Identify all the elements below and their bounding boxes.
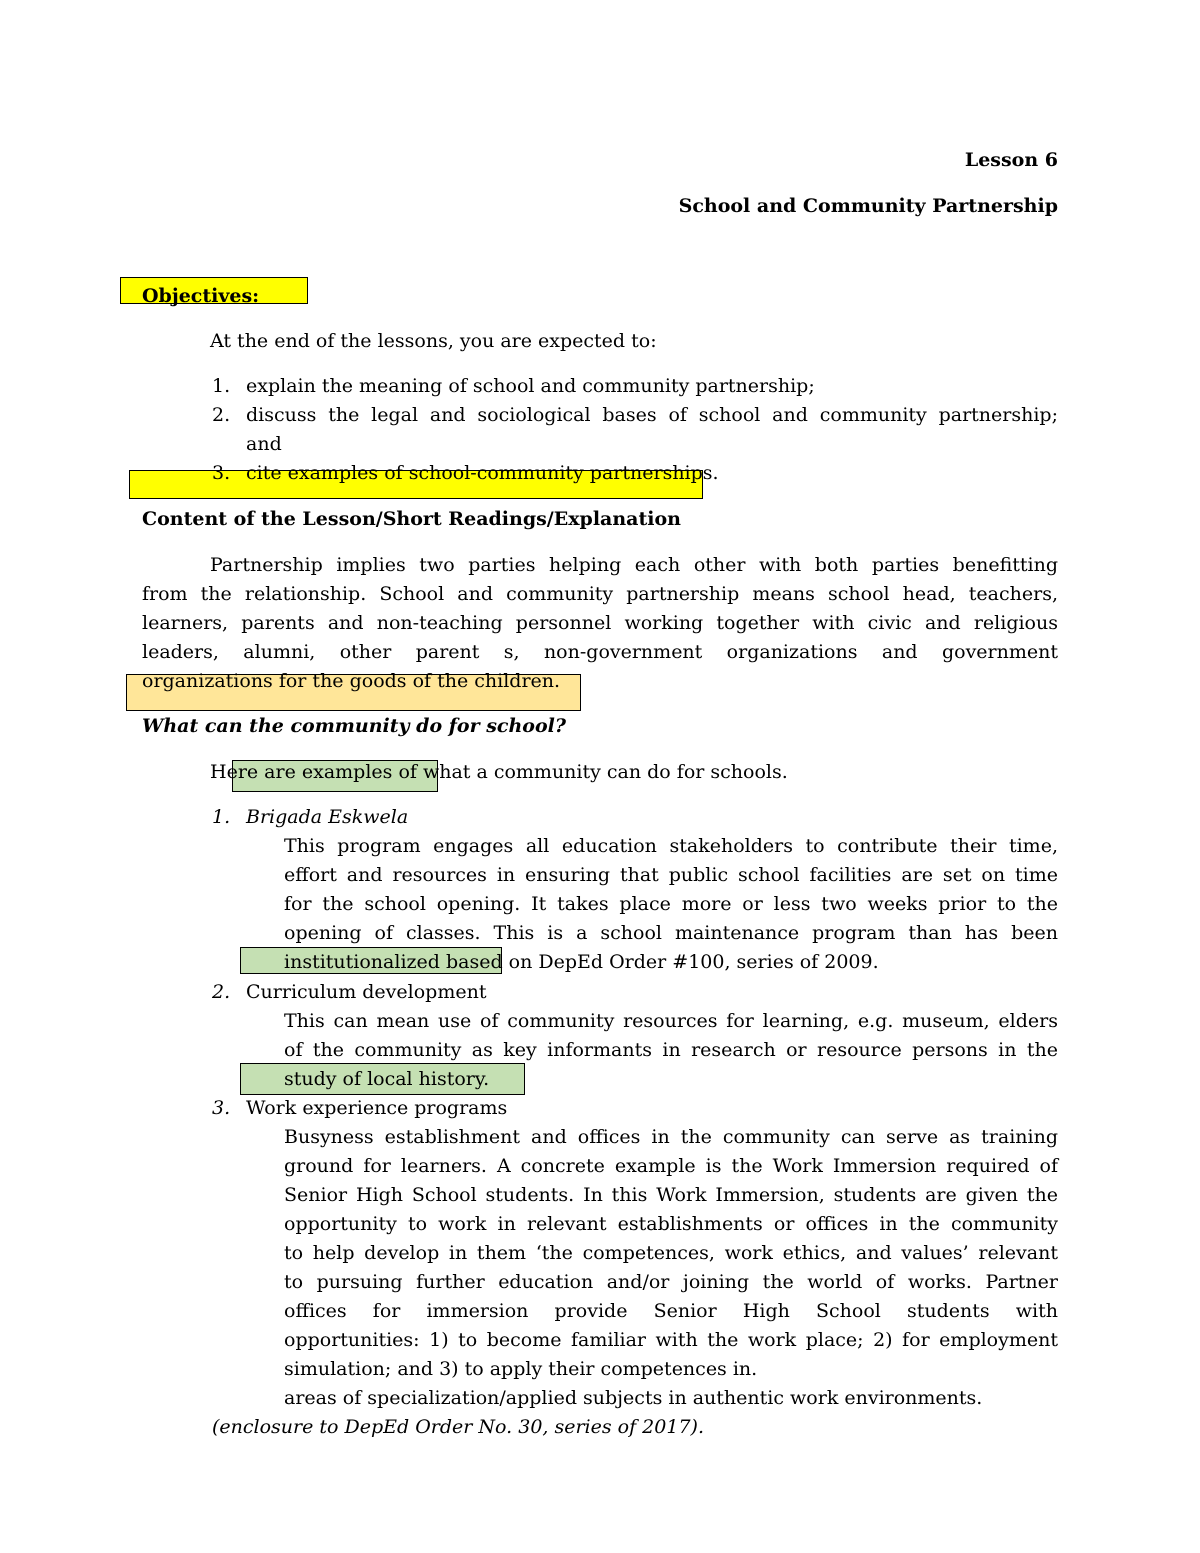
paragraph-line: learners, parents and non-teaching personnel working together with civic and religious: [142, 612, 1058, 634]
example-line: of the community as key informants in research or resource persons in the: [284, 1039, 1058, 1061]
objective-item-continued: and: [246, 433, 282, 455]
example-number: 1.: [212, 806, 231, 828]
example-line: Senior High School students. In this Work Immersion, students are given the: [284, 1184, 1058, 1206]
objectives-intro: At the end of the lessons, you are expected to:: [210, 330, 657, 352]
paragraph-line: from the relationship. School and community partnership means school head, teachers,: [142, 583, 1058, 605]
community-intro: Here are examples of what a community can do for schools.: [210, 761, 788, 783]
objectives-heading: Objectives:: [142, 285, 260, 307]
example-number: 2.: [212, 981, 231, 1003]
example-line: study of local history.: [284, 1068, 490, 1090]
objective-item: discuss the legal and sociological bases of school and community partnership;: [246, 404, 1058, 426]
example-line: simulation; and 3) to apply their competences in.: [284, 1358, 758, 1380]
objective-item: explain the meaning of school and community partnership;: [246, 375, 815, 397]
example-line: This program engages all education stakeholders to contribute their time,: [284, 835, 1058, 857]
paragraph-line: organizations for the goods of the children.: [142, 670, 561, 692]
example-line: offices for immersion provide Senior High School students with: [284, 1300, 1058, 1322]
example-title: Work experience programs: [246, 1097, 508, 1119]
paragraph-line: leaders, alumni, other parent s, non-government organizations and government: [142, 641, 1058, 663]
example-line: institutionalized based on DepEd Order #100, series of 2009.: [284, 951, 879, 973]
example-line: opportunity to work in relevant establishments or offices in the community: [284, 1213, 1058, 1235]
objective-number: 1.: [212, 375, 231, 397]
objective-number: 3.: [212, 462, 231, 484]
community-question: What can the community do for school?: [142, 715, 567, 737]
example-line: This can mean use of community resources for learning, e.g. museum, elders: [284, 1010, 1058, 1032]
example-number: 3.: [212, 1097, 231, 1119]
example-title: Curriculum development: [246, 981, 487, 1003]
example-line: to pursuing further education and/or joining the world of works. Partner: [284, 1271, 1058, 1293]
example-line: to help develop in them ‘the competences, work ethics, and values’ relevant: [284, 1242, 1058, 1264]
lesson-title: School and Community Partnership: [678, 195, 1058, 217]
example-line: Busyness establishment and offices in the community can serve as training: [284, 1126, 1058, 1148]
example-line: for the school opening. It takes place more or less two weeks prior to the: [284, 893, 1058, 915]
example-title: Brigada Eskwela: [246, 806, 409, 828]
example-line: opening of classes. This is a school maintenance program than has been: [284, 922, 1058, 944]
lesson-number: Lesson 6: [964, 149, 1058, 171]
example-line: ground for learners. A concrete example is the Work Immersion required of: [284, 1155, 1058, 1177]
paragraph-line: Partnership implies two parties helping each other with both parties benefitting: [210, 554, 1058, 576]
example-line: opportunities: 1) to become familiar with the work place; 2) for employment: [284, 1329, 1058, 1351]
content-heading: Content of the Lesson/Short Readings/Explanation: [142, 508, 681, 530]
trailing-line: areas of specialization/applied subjects in authentic work environments.: [284, 1387, 983, 1409]
objective-number: 2.: [212, 404, 231, 426]
example-line: effort and resources in ensuring that public school facilities are set on time: [284, 864, 1058, 886]
objective-item: cite examples of school-community partnerships.: [246, 462, 719, 484]
citation: (enclosure to DepEd Order No. 30, series of 2017).: [212, 1416, 704, 1438]
